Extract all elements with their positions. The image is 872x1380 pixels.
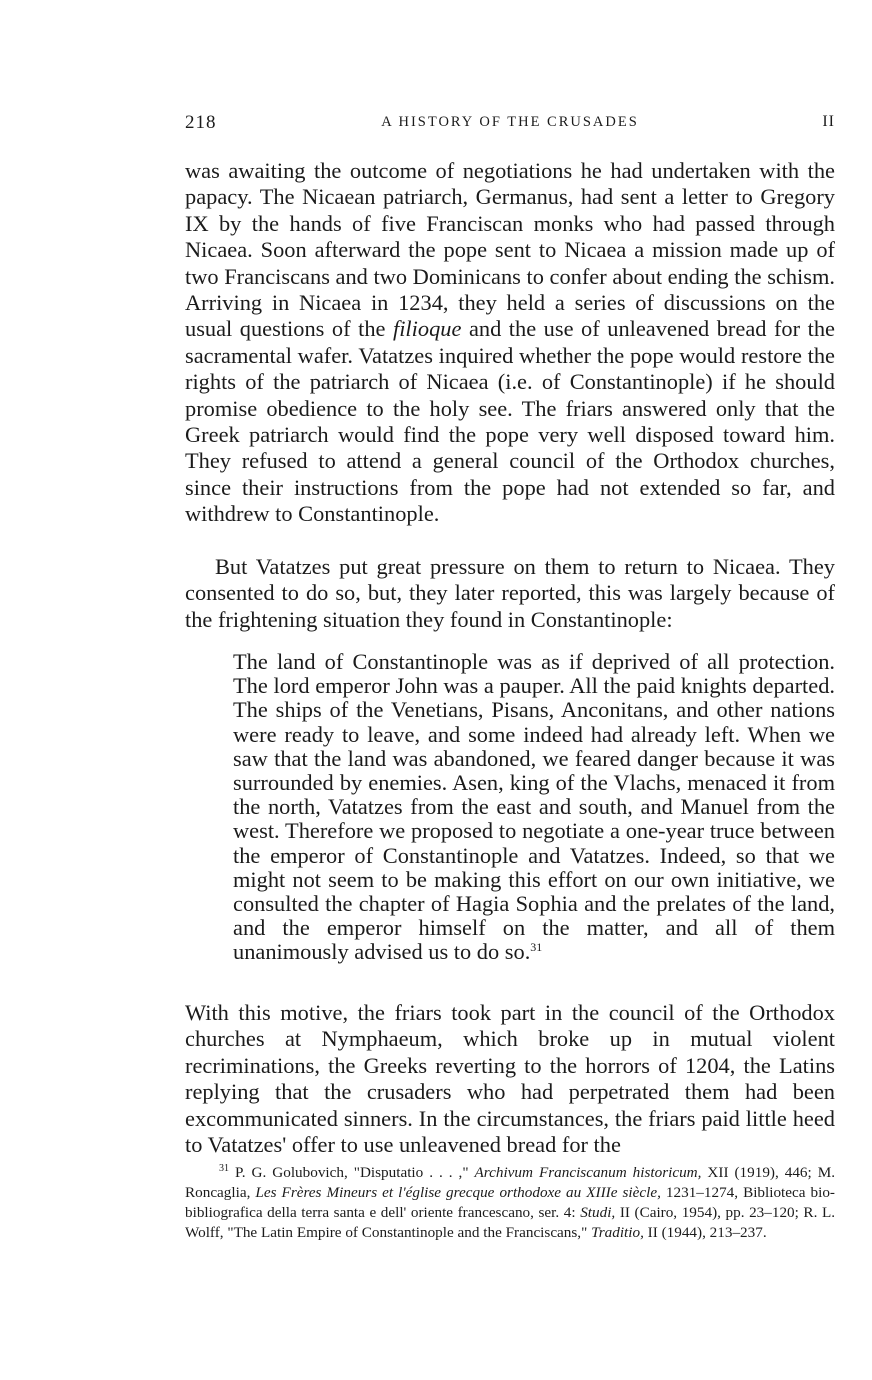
footnote-title-2: Les Frères Mineurs et l'église grecque orthodoxe au XIIIe siècle, <box>255 1184 661 1201</box>
paragraph-1-text-b: and the use of unleavened bread for the sacramental wafer. Vatatzes inquired whether the pope would restore the rights of the patriarch of Nicaea (i.e. of Constantinople) if he should promise obedience to the holy see. The friars answered only that the Greek patriarch would find the pope very well disposed toward him. They refused to attend a general council of the Orthodox churches, since their instructions from the pope had not extended so far, and withdrew to Constantinople. <box>185 316 835 527</box>
footnote-31 <box>185 1163 835 1243</box>
block-quote-text: The land of Constantinople was as if deprived of all protection. The lord emperor John was a pauper. All the paid knights departed. The ships of the Venetians, Pisans, Anconitans, and other nations were ready to leave, and some indeed had already left. When we saw that the land was abandoned, we feared danger because it was surrounded by enemies. Asen, king of the Vlachs, menaced it from the north, Vatatzes from the east and south, and Manuel from the west. Therefore we proposed to negotiate a one-year truce between the emperor of Constantinople and Vatatzes. Indeed, so that we might not seem to be making this effort on our own initiative, we consulted the chapter of Hagia Sophia and the prelates of the land, and the emperor himself on the matter, and all of them unanimously advised us to do so. <box>233 649 835 965</box>
book-title: A HISTORY OF THE CRUSADES <box>381 114 639 130</box>
section-number: II <box>822 113 835 130</box>
footnote-text-1: P. G. Golubovich, "Disputatio . . . ," <box>234 1164 469 1181</box>
footnote-number: 31 <box>219 1163 229 1174</box>
paragraph-3: With this motive, the friars took part in the council of the Orthodox churches at Nymphaeum, which broke up in mutual violent recriminations, the Greeks reverting to the horrors of 1204, the Latins replying that the crusaders who had perpetrated them had been excommunicated sinners. In the circumstances, the friars paid little heed to Vatatzes' offer to use unleavened bread for the <box>185 1000 835 1158</box>
paragraph-2: But Vatatzes put great pressure on them to return to Nicaea. They consented to do so, but, they later reported, this was largely because of the frightening situation they found in Constantinople: <box>185 554 835 632</box>
footnote-reference[interactable]: 31 <box>530 940 543 955</box>
footnote-title-3: Studi, <box>580 1204 616 1221</box>
footnote-title-1: Archivum Franciscanum historicum, <box>474 1164 702 1181</box>
filioque-term: filioque <box>392 316 462 342</box>
footnote-text-5: II (1944), 213–237. <box>647 1224 767 1241</box>
paragraph-1-text-a: was awaiting the outcome of negotiations he had undertaken with the papacy. The Nicaean patriarch, Germanus, had sent a letter to Gregory IX by the hands of five Franciscan monks who had passed through Nicaea. Soon afterward the pope sent to Nicaea a mission made up of two Franciscans and two Dominicans to confer about ending the schism. Arriving in Nicaea in 1234, they held a series of discussions on the usual questions of the <box>185 158 835 342</box>
paragraph-1 <box>185 158 835 528</box>
block-quote <box>233 650 835 965</box>
footnote-text-2: XII (1919), 446; M. Roncaglia, <box>185 1164 836 1201</box>
running-head <box>185 112 835 138</box>
footnote-text-4: II (Cairo, 1954), pp. 23–120; R. L. Wolff, "The Latin Empire of Constantinople and the Franciscans," <box>185 1204 836 1241</box>
footnote-text-3: 1231–1274, Biblioteca bio-bibliografica della terra santa e dell' oriente francescano, ser. 4: <box>185 1184 835 1221</box>
page-number: 218 <box>185 112 217 133</box>
footnote-title-4: Traditio, <box>591 1224 644 1241</box>
